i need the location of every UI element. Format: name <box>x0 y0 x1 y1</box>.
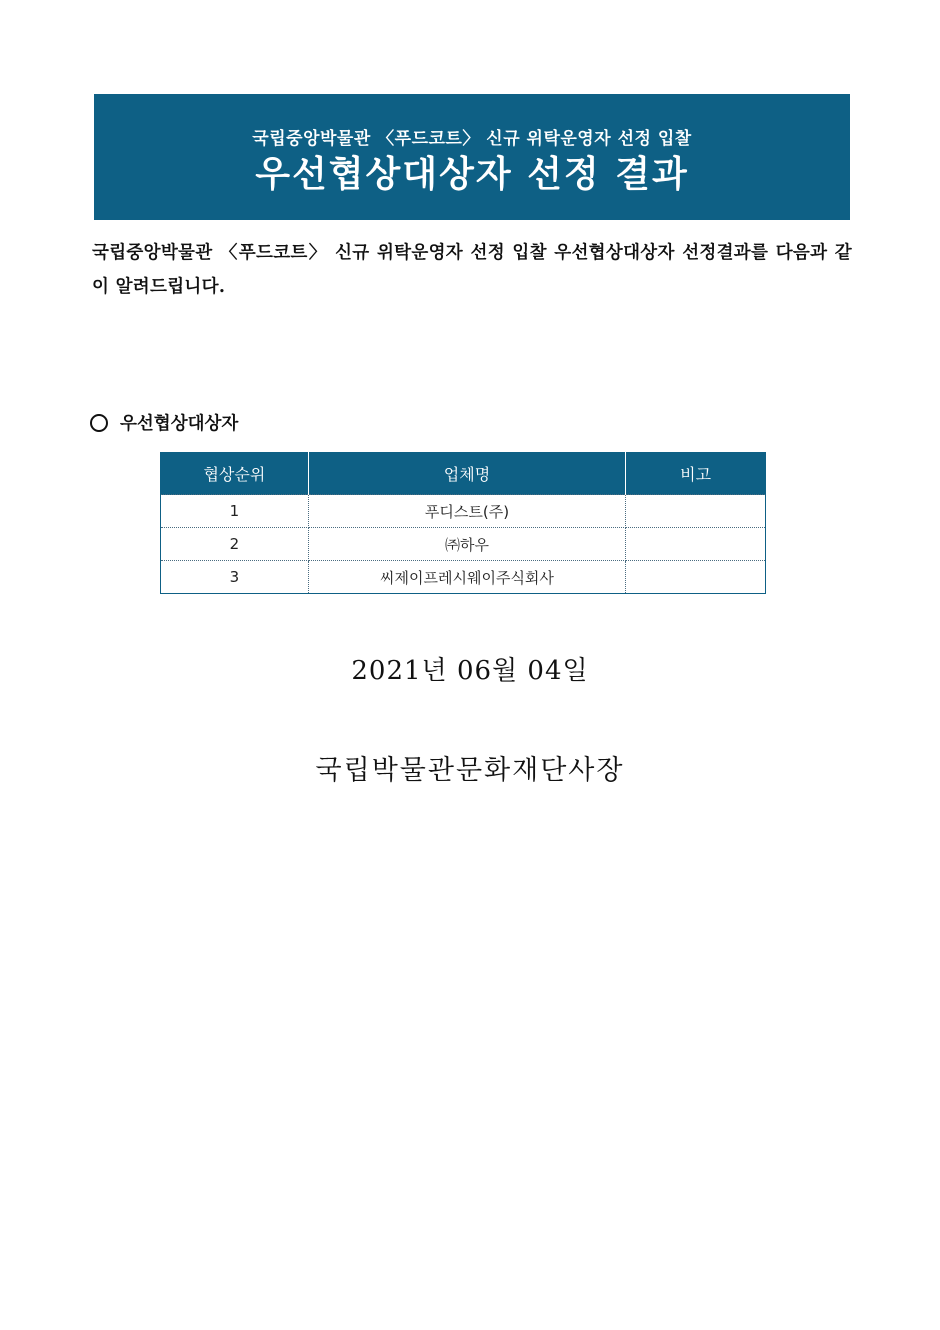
title-banner <box>94 94 850 220</box>
cell-rank: 3 <box>161 561 309 594</box>
cell-rank: 1 <box>161 495 309 528</box>
table-row <box>161 495 766 528</box>
section-title: 우선협상대상자 <box>120 414 239 434</box>
section-heading <box>90 410 238 435</box>
cell-note <box>626 561 766 594</box>
banner-subtitle: 국립중앙박물관 〈푸드코트〉 신규 위탁운영자 선정 입찰 <box>252 129 692 149</box>
table-row <box>161 561 766 594</box>
header-note: 비고 <box>626 452 766 495</box>
cell-company: 씨제이프레시웨이주식회사 <box>308 561 625 594</box>
circle-bullet-icon <box>90 414 108 432</box>
table-header-row <box>161 452 766 495</box>
header-company: 업체명 <box>308 452 625 495</box>
results-table <box>160 452 766 594</box>
intro-paragraph: 국립중앙박물관 〈푸드코트〉 신규 위탁운영자 선정 입찰 우선협상대상자 선정결과를 다음과 같이 알려드립니다. <box>92 243 852 297</box>
cell-rank: 2 <box>161 528 309 561</box>
cell-note <box>626 528 766 561</box>
header-rank: 협상순위 <box>161 452 309 495</box>
cell-company: ㈜하우 <box>308 528 625 561</box>
cell-company: 푸디스트(주) <box>308 495 625 528</box>
signer-name: 국립박물관문화재단사장 <box>315 755 625 786</box>
banner-title: 우선협상대상자 선정 결과 <box>255 154 689 195</box>
cell-note <box>626 495 766 528</box>
table-row <box>161 528 766 561</box>
issue-date: 2021년 06월 04일 <box>351 656 589 686</box>
